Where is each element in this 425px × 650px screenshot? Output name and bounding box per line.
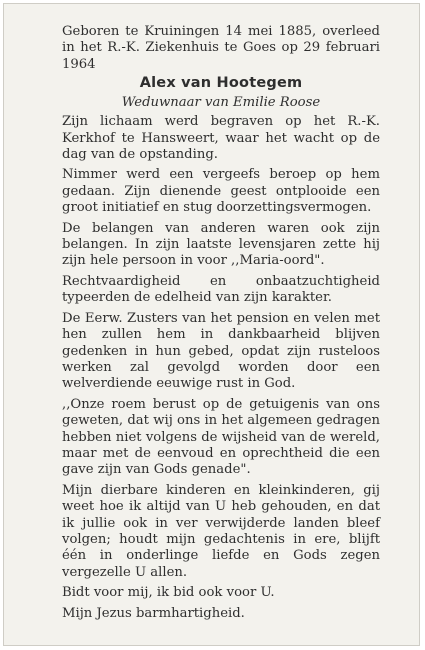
paragraph-text: De Eerw. Zusters van het pension en velen met hen zullen hem in dankbaarheid blijven gedenken in hun gebed, opdat zijn rusteloos werken zal gevolgd worden door een welverdiende eeuwige rust in God.	[62, 310, 380, 392]
paragraph-family	[62, 483, 380, 581]
deceased-name: Alex van Hootegem	[139, 75, 303, 92]
paragraph-text: Mijn Jezus barmhartigheid.	[62, 605, 245, 621]
spouse-subtitle: Weduwnaar van Emilie Roose	[121, 95, 321, 111]
paragraph-text: De belangen van anderen waren ook zijn belangen. In zijn laatste levensjaren zette hij zijn hele persoon in voor ,,Maria-oord".	[62, 220, 380, 269]
paragraph-text: Bidt voor mij, ik bid ook voor U.	[62, 585, 275, 601]
birth-death-notice: Geboren te Kruiningen 14 mei 1885, overleed in het R.-K. Ziekenhuis te Goes op 29 februari 1964	[62, 24, 380, 72]
paragraph-text: Mijn dierbare kinderen en kleinkinderen, gij weet hoe ik altijd van U heb gehouden, en dat ik jullie ook in ver verwijderde landen bleef volgen; houdt mijn gedachtenis in ere, blijft één in onderlinge liefde en Gods zegen vergezelle U allen.	[62, 482, 380, 580]
paragraph-text: Rechtvaardigheid en onbaatzuchtigheid typeerden de edelheid van zijn karakter.	[62, 273, 380, 306]
paragraph-service	[62, 167, 380, 216]
paragraph-quote	[62, 397, 380, 479]
memorial-card	[3, 3, 420, 646]
paragraph-text: Zijn lichaam werd begraven op het R.-K. Kerkhof te Hansweert, waar het wacht op de dag van de opstanding.	[62, 114, 380, 163]
paragraph-prayer	[62, 585, 380, 601]
paragraph-burial	[62, 114, 380, 163]
paragraph-text: Nimmer werd een vergeefs beroep op hem gedaan. Zijn dienende geest ontplooide een groot initiatief en stug doorzettingsvermogen.	[62, 167, 380, 216]
paragraph-interests	[62, 221, 380, 270]
paragraph-text: ,,Onze roem berust op de getuigenis van ons geweten, dat wij ons in het algemeen gedragen hebben niet volgens de wijsheid van de wereld, maar met de eenvoud en oprechtheid die een gave zijn van Gods genade".	[62, 396, 380, 478]
paragraph-character	[62, 274, 380, 307]
card-content	[62, 24, 380, 622]
paragraph-sisters	[62, 311, 380, 393]
paragraph-invocation	[62, 606, 380, 622]
